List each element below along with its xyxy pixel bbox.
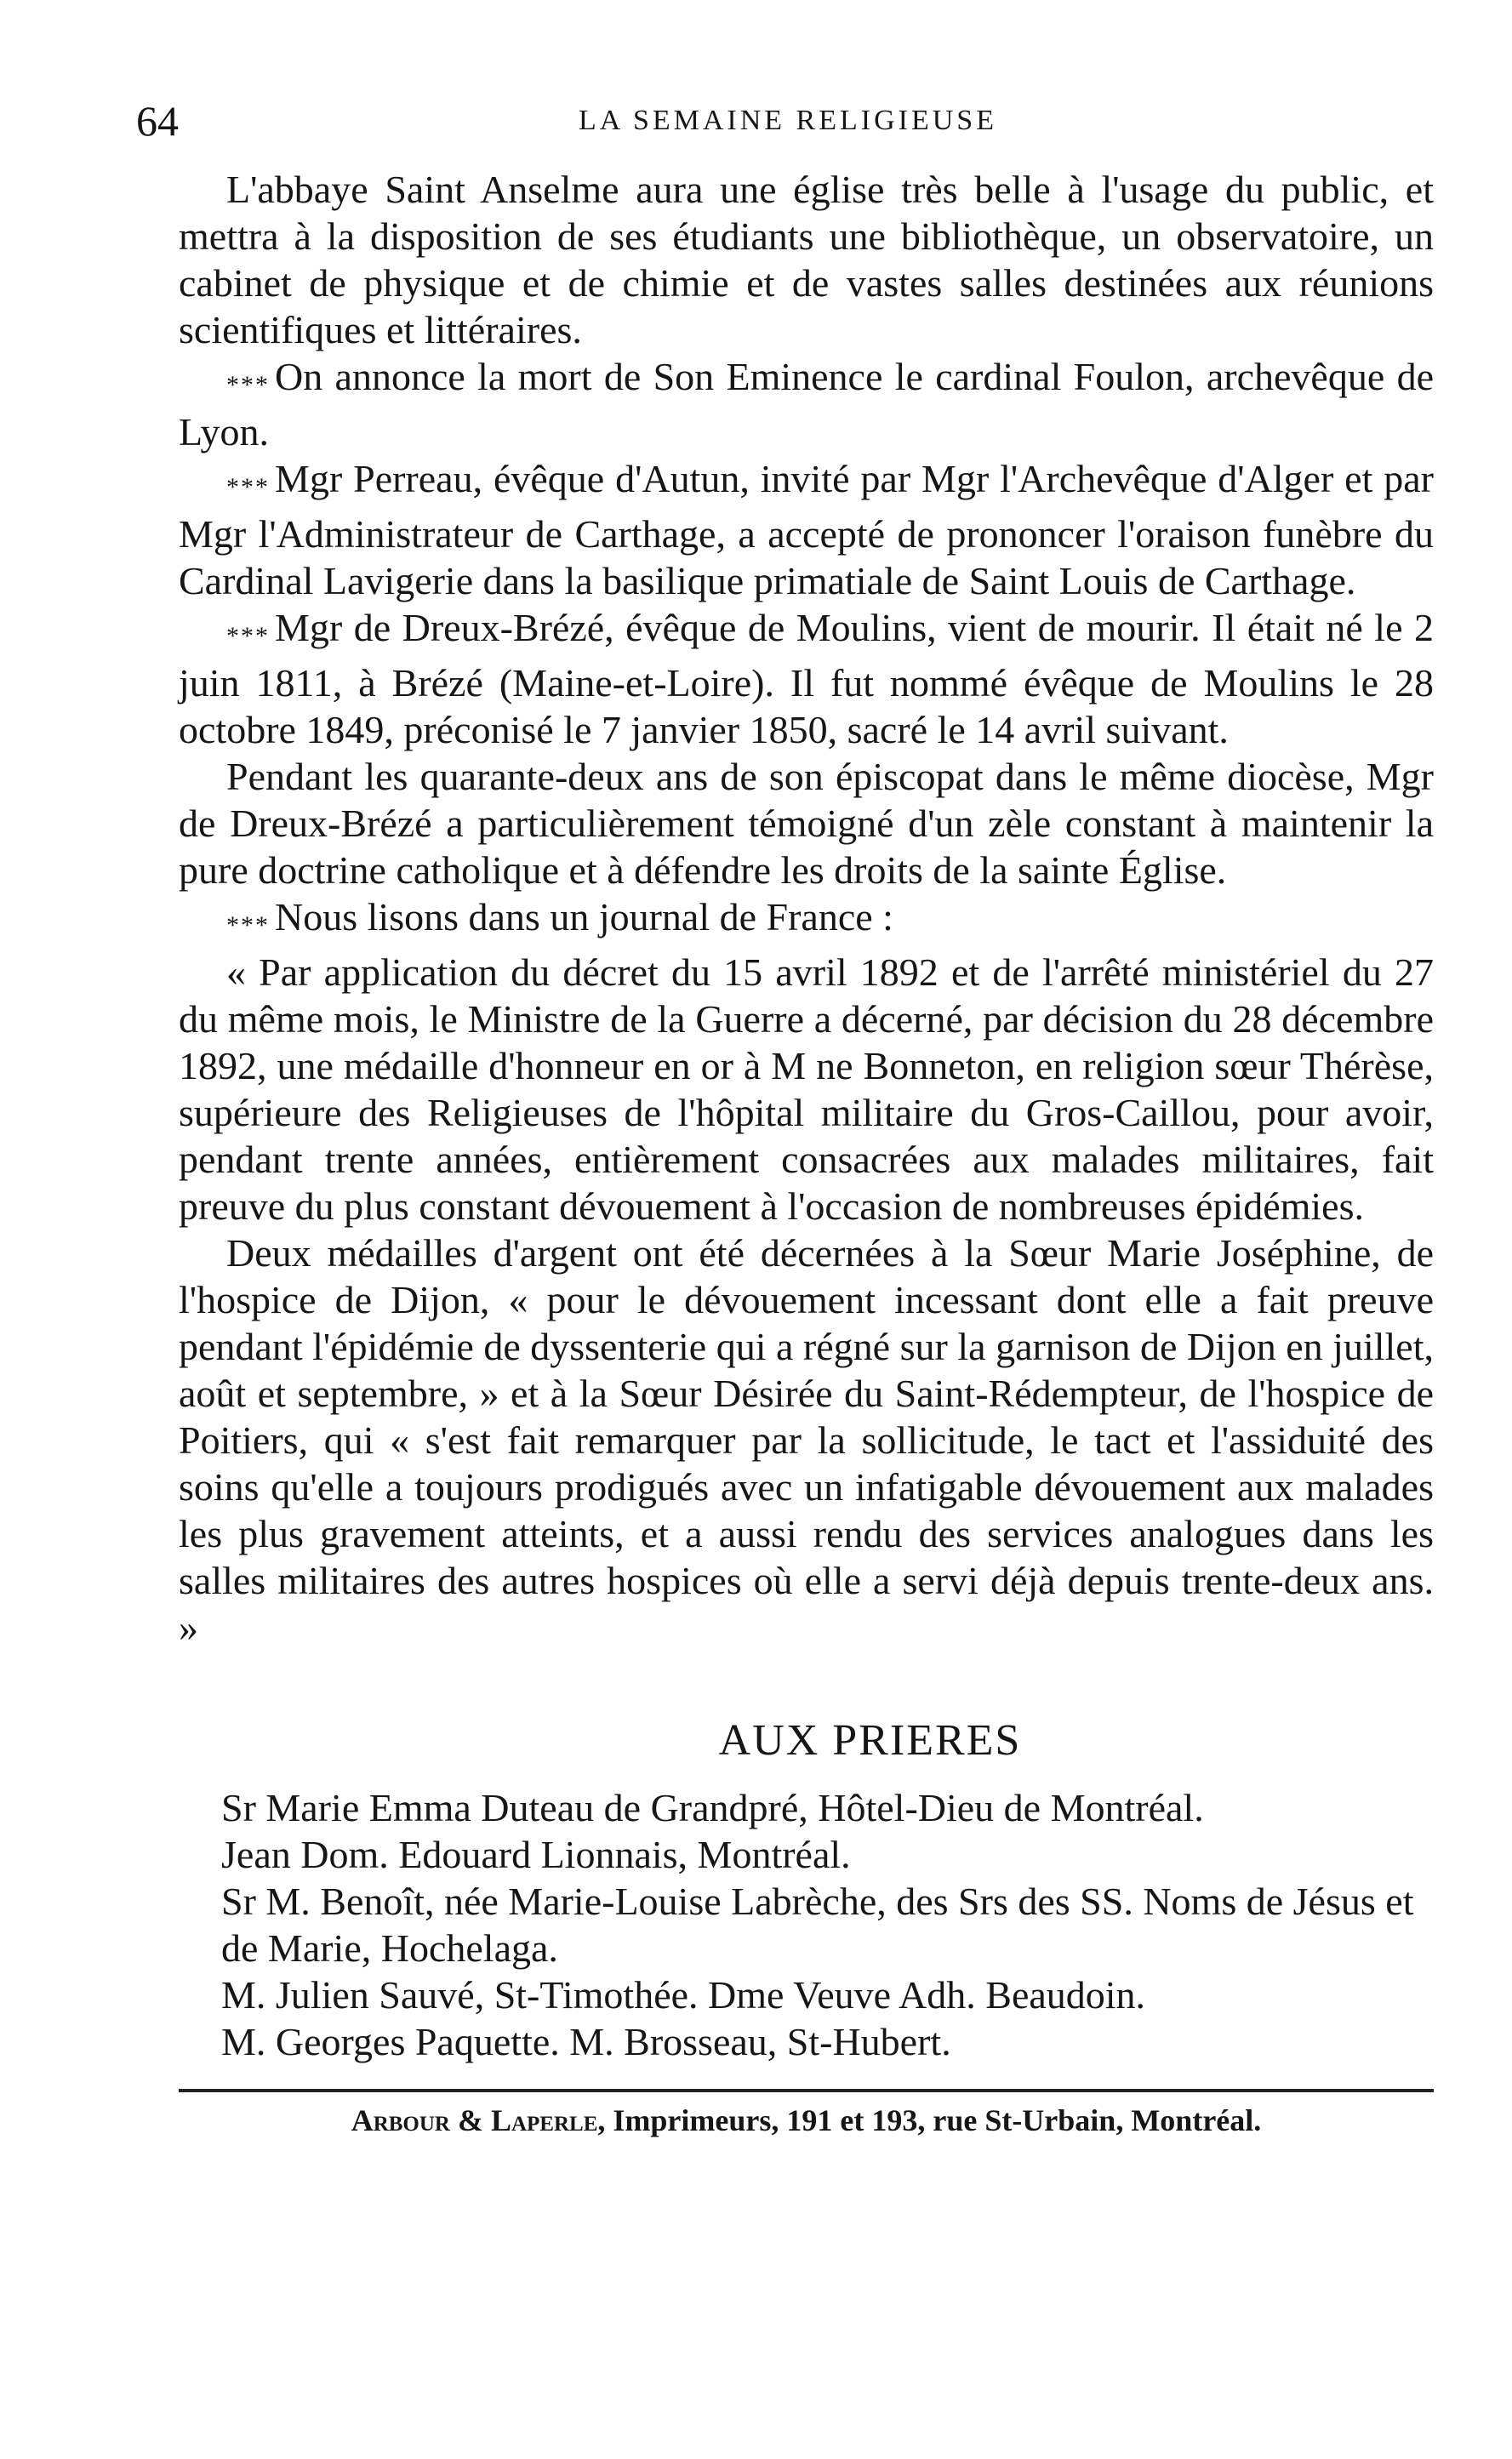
paragraph-text: Pendant les quarante-deux ans de son épiscopat dans le même diocèse, Mgr de Dreux-Brézé a particulièrement témoigné d'un zèle constant à maintenir la pure doctrine catholique et à défendre les droits de la sainte Église. (179, 755, 1434, 892)
paragraph-dreux-breze (179, 604, 1434, 753)
asterism-icon: * * * (226, 473, 267, 501)
asterism-icon: * * * (226, 911, 267, 939)
prayer-item: Jean Dom. Edouard Lionnais, Montréal. (221, 1833, 851, 1876)
page-number: 64 (136, 97, 179, 145)
paragraph-text: « Par application du décret du 15 avril 1892 et de l'arrêté ministériel du 27 du même mois, le Ministre de la Guerre a décerné, par décision du 28 décembre 1892, une médaille d'honneur en or à M ne Bonneton, en religion sœur Thérèse, supérieure des Religieuses de l'hôpital militaire du Gros-Caillou, pour avoir, pendant trente années, entièrement consacrées aux malades militaires, fait preuve du plus constant dévouement à l'occasion de nombreuses épidémies. (179, 950, 1434, 1228)
paragraph-text: On annonce la mort de Son Eminence le cardinal Foulon, archevêque de Lyon. (179, 355, 1434, 454)
paragraph-medailles-argent (179, 1230, 1434, 1651)
prayer-item: Sr M. Benoît, née Marie-Louise Labrèche, des Srs des SS. Noms de Jésus et de Marie, Hochelaga. (221, 1880, 1414, 1970)
printer-name: Arbour & Laperle, (351, 2103, 606, 2137)
prayer-item: M. Georges Paquette. M. Brosseau, St-Hubert. (221, 2020, 951, 2063)
paragraph-text: L'abbaye Saint Anselme aura une église très belle à l'usage du public, et mettra à la disposition de ses étudiants une bibliothèque, un observatoire, un cabinet de physique et de chimie et de vastes salles destinées aux réunions scientifiques et littéraires. (179, 168, 1434, 351)
paragraph-medaille-honneur (179, 949, 1434, 1230)
asterism-icon: * * * (226, 371, 267, 399)
paragraph-episcopat (179, 753, 1434, 893)
paragraph-perreau (179, 455, 1434, 604)
paragraph-text: Mgr Perreau, évêque d'Autun, invité par Mgr l'Archevêque d'Alger et par Mgr l'Administrateur de Carthage, a accepté de prononcer l'oraison funèbre du Cardinal Lavigerie dans la basilique primatiale de Saint Louis de Carthage. (179, 457, 1434, 602)
paragraph-text: Deux médailles d'argent ont été décernées à la Sœur Marie Joséphine, de l'hospice de Dijon, « pour le dévouement incessant dont elle a fait preuve pendant l'épidémie de dyssenterie qui a régné sur la garnison de Dijon en juillet, août et septembre, » et à la Sœur Désirée du Saint-Rédempteur, de l'hospice de Poitiers, qui « s'est fait remarquer par la sollicitude, le tact et l'assiduité des soins qu'elle a toujours prodigués avec un infatigable dévouement aux malades les plus gravement atteints, et a aussi rendu des services analogues dans les salles militaires des autres hospices où elle a servi déjà depuis trente-deux ans. » (179, 1231, 1434, 1649)
section-title: AUX PRIERES (718, 1716, 1022, 1765)
paragraph-foulon (179, 353, 1434, 455)
footer-rule (179, 2089, 1434, 2092)
paragraph-journal (179, 893, 1434, 949)
running-head: LA SEMAINE RELIGIEUSE (579, 105, 997, 136)
printer-address: Imprimeurs, 191 et 193, rue St-Urbain, Montréal. (613, 2103, 1262, 2137)
page-header (136, 95, 1464, 146)
printer-imprint (179, 2101, 1434, 2140)
prayer-item: Sr Marie Emma Duteau de Grandpré, Hôtel-Dieu de Montréal. (221, 1786, 1204, 1829)
asterism-icon: * * * (226, 622, 267, 650)
paragraph-text: Nous lisons dans un journal de France : (275, 895, 893, 939)
prayer-item: M. Julien Sauvé, St-Timothée. Dme Veuve Adh. Beaudoin. (221, 1973, 1146, 2017)
paragraph-text: Mgr de Dreux-Brézé, évêque de Moulins, vient de mourir. Il était né le 2 juin 1811, à Brézé (Maine-et-Loire). Il fut nommé évêque de Moulins le 28 octobre 1849, préconisé le 7 janvier 1850, sacré le 14 avril suivant. (179, 606, 1434, 751)
article-body (179, 166, 1434, 2140)
paragraph-abbaye (179, 166, 1434, 353)
